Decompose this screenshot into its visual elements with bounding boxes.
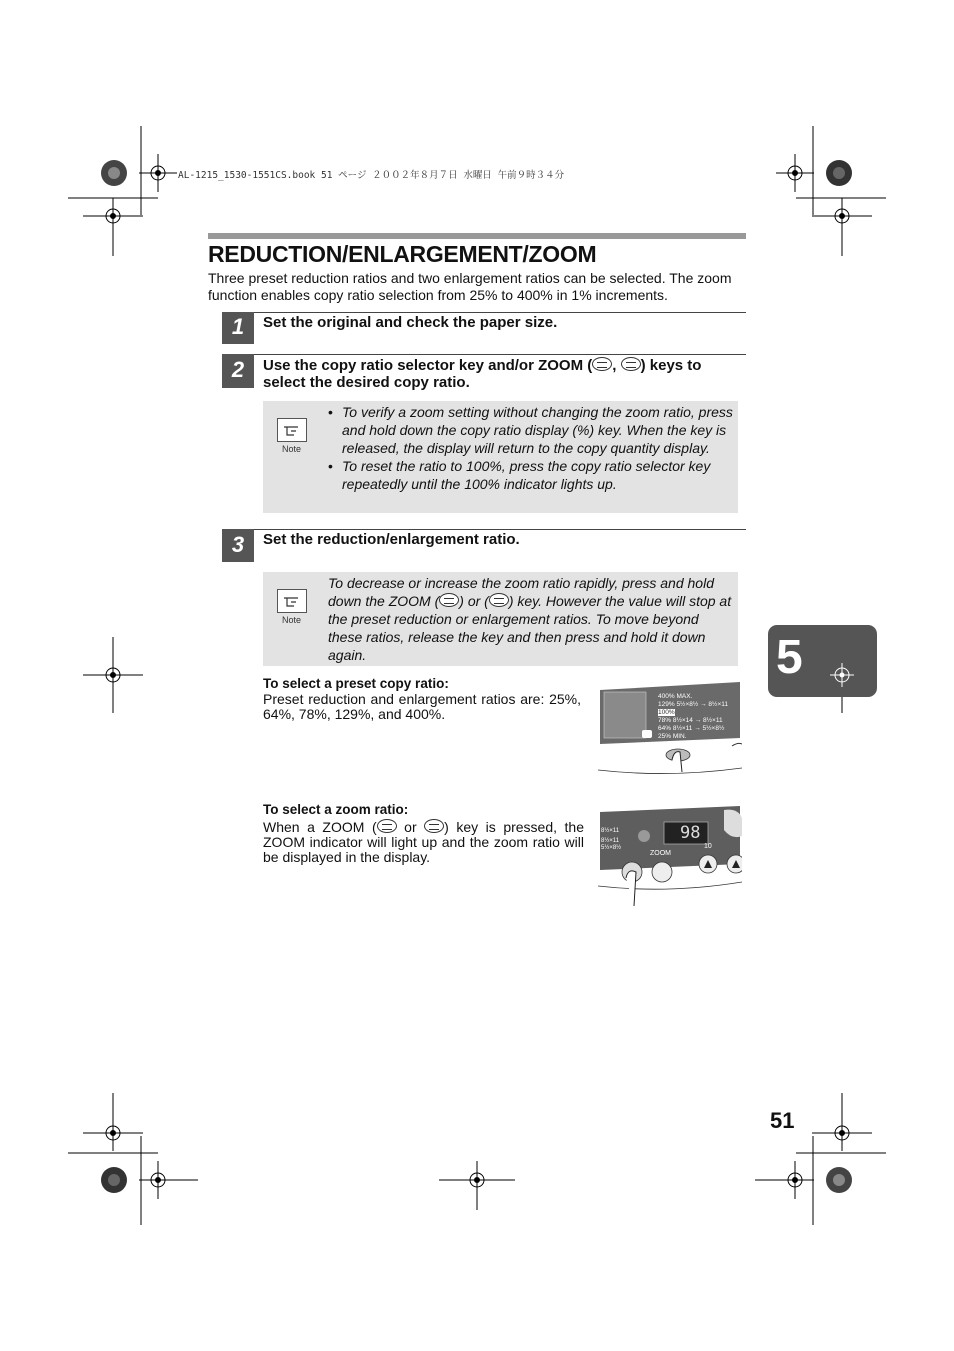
preset-body: Preset reduction and enlargement ratios are: 25%, 64%, 78%, 129%, and 400%.: [263, 691, 581, 722]
zoom-body: When a ZOOM ( or ) key is pressed, the ZOOM indicator will light up and the zoom ratio will be displayed in the display.: [263, 819, 585, 865]
zoom-panel-illustration: [598, 806, 742, 906]
ratio-list: [658, 693, 728, 741]
step-2-text-before: Use the copy ratio selector key and/or ZOOM (: [263, 357, 593, 374]
note-hand-icon: [277, 589, 307, 613]
zoom-up-icon: [489, 593, 509, 607]
page-number: 51: [770, 1108, 795, 1133]
step-divider-3: [254, 529, 746, 530]
zoom-side-labels: 8½×11 8½×11 5½×8½: [601, 828, 622, 851]
step-2-text-after: ) keys to select the desired copy ratio.: [263, 357, 702, 391]
ratio-row: 78% 8½×14 → 8½×11: [658, 717, 723, 724]
intro-paragraph: Three preset reduction ratios and two enlargement ratios can be selected. The zoom function enables copy ratio selection from 25% to 400% in 1% increments.: [208, 270, 732, 303]
file-header: AL-1215_1530-1551CS.book 51 ページ ２００２年８月７日 水曜日 午前９時３４分: [178, 170, 565, 181]
zoom-indicator-label: ZOOM: [650, 850, 671, 857]
step-text-1: Set the original and check the paper size.: [263, 314, 558, 331]
note-hand-icon: [277, 418, 307, 442]
ratio-row: 400% MAX.: [658, 693, 693, 700]
note-label-2: Note: [282, 615, 302, 625]
step-divider-1: [254, 312, 746, 313]
zoom-count-label: 10: [704, 843, 712, 850]
ratio-row: 100%: [658, 709, 675, 716]
bullet-dot: •: [328, 404, 333, 420]
bullet-dot: •: [328, 458, 333, 474]
zoom-down-icon: [592, 357, 612, 371]
preset-heading: To select a preset copy ratio:: [263, 676, 449, 691]
step-text-3: Set the reduction/enlargement ratio.: [263, 531, 520, 548]
ratio-row: 64% 8½×11 → 5½×8½: [658, 725, 725, 732]
ratio-row: 25% MIN.: [658, 733, 687, 740]
ratio-row: 129% 5½×8½ → 8½×11: [658, 701, 728, 708]
zoom-down-icon: [377, 819, 397, 833]
chapter-number: 5: [776, 631, 803, 684]
note-text-1: [328, 403, 734, 493]
zoom-down-icon: [439, 593, 459, 607]
page-title: REDUCTION/ENLARGEMENT/ZOOM: [208, 241, 597, 267]
zoom-up-icon: [424, 819, 444, 833]
preset-ratio-panel-illustration: [598, 682, 742, 778]
note-1-item: • To verify a zoom setting without changing the zoom ratio, press and hold down the copy ratio display (%) key. When the key is released, the display will return to the copy quantity display.: [328, 404, 733, 456]
step-number-1: 1: [222, 312, 254, 344]
step-number-2: 2: [222, 354, 254, 388]
step-2-text-sep: ,: [612, 357, 621, 374]
note-text-2: To decrease or increase the zoom ratio rapidly, press and hold down the ZOOM ( ) or ( ) key. However the value will stop at the preset reduction or enlargement ratios. To move beyond these ratios, release the key and then press and hold it down again.: [328, 575, 732, 663]
zoom-display: 98: [680, 823, 701, 843]
note-1-item: • To reset the ratio to 100%, press the copy ratio selector key repeatedly until the 100% indicator lights up.: [328, 458, 711, 492]
step-number-3: 3: [222, 529, 254, 562]
zoom-heading: To select a zoom ratio:: [263, 802, 409, 817]
step-divider-2: [254, 354, 746, 355]
chapter-registration-mark: [828, 661, 856, 689]
title-bar: [208, 233, 746, 239]
step-text-2: [263, 357, 743, 391]
zoom-up-icon: [621, 357, 641, 371]
note-label-1: Note: [282, 444, 302, 454]
